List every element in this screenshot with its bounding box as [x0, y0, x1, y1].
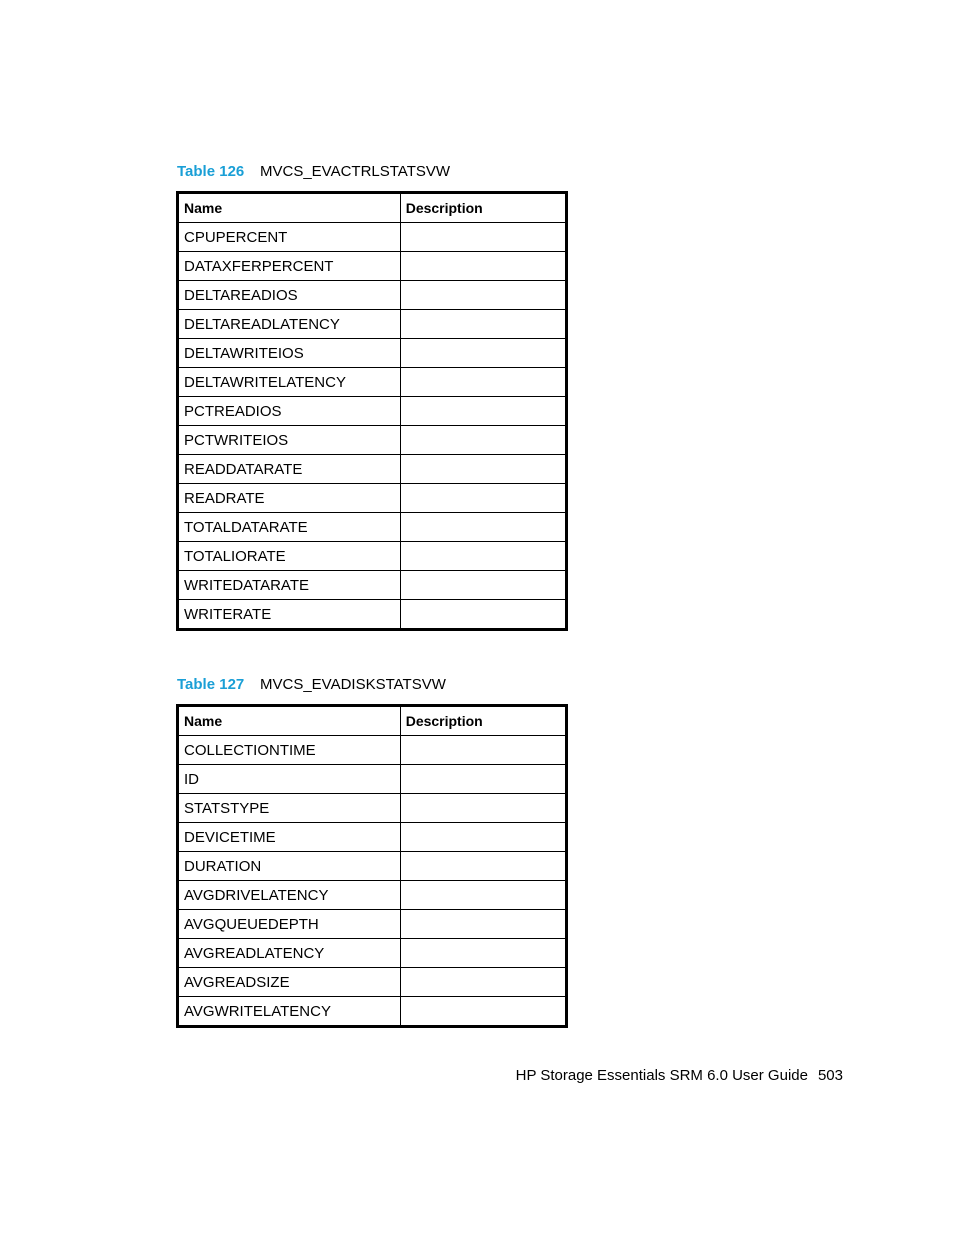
description-cell — [400, 852, 566, 881]
table-126-number: Table 126 — [177, 163, 245, 180]
table-header-row — [178, 193, 567, 223]
description-cell — [400, 736, 566, 765]
description-cell — [400, 426, 566, 455]
table-row — [178, 794, 567, 823]
field-name-cell: WRITERATE — [178, 600, 401, 630]
description-cell — [400, 368, 566, 397]
table-127-number: Table 127 — [177, 676, 245, 693]
field-name-cell: STATSTYPE — [178, 794, 401, 823]
table-row — [178, 542, 567, 571]
field-name-cell: AVGQUEUEDEPTH — [178, 910, 401, 939]
table-row — [178, 252, 567, 281]
table-row — [178, 968, 567, 997]
field-name-cell: DURATION — [178, 852, 401, 881]
table-126-body — [178, 223, 567, 630]
table-row — [178, 823, 567, 852]
field-name-cell: TOTALDATARATE — [178, 513, 401, 542]
page-number: 503 — [817, 1067, 843, 1084]
description-cell — [400, 310, 566, 339]
field-name-cell: AVGREADLATENCY — [178, 939, 401, 968]
field-name-cell: CPUPERCENT — [178, 223, 401, 252]
description-cell — [400, 823, 566, 852]
description-cell — [400, 281, 566, 310]
description-cell — [400, 939, 566, 968]
table-126-caption — [177, 163, 450, 181]
table-127-body — [178, 736, 567, 1027]
description-cell — [400, 881, 566, 910]
description-cell — [400, 997, 566, 1027]
table-row — [178, 455, 567, 484]
description-cell — [400, 968, 566, 997]
table-row — [178, 939, 567, 968]
description-cell — [400, 339, 566, 368]
field-name-cell: AVGREADSIZE — [178, 968, 401, 997]
table-127-caption — [177, 676, 446, 694]
table-126 — [176, 191, 568, 631]
description-cell — [400, 542, 566, 571]
description-cell — [400, 223, 566, 252]
table-row — [178, 281, 567, 310]
table-row — [178, 600, 567, 630]
table-row — [178, 765, 567, 794]
field-name-cell: AVGWRITELATENCY — [178, 997, 401, 1027]
table-row — [178, 426, 567, 455]
table-127-title: MVCS_EVADISKSTATSVW — [260, 676, 446, 693]
table-row — [178, 484, 567, 513]
table-row — [178, 513, 567, 542]
field-name-cell: PCTREADIOS — [178, 397, 401, 426]
field-name-cell: COLLECTIONTIME — [178, 736, 401, 765]
table-row — [178, 368, 567, 397]
description-cell — [400, 910, 566, 939]
field-name-cell: ID — [178, 765, 401, 794]
description-cell — [400, 794, 566, 823]
column-header-description: Description — [400, 193, 566, 223]
column-header-description: Description — [400, 706, 566, 736]
column-header-name: Name — [178, 706, 401, 736]
table-row — [178, 736, 567, 765]
table-row — [178, 223, 567, 252]
page-footer — [516, 1067, 843, 1084]
table-row — [178, 852, 567, 881]
description-cell — [400, 252, 566, 281]
field-name-cell: READRATE — [178, 484, 401, 513]
field-name-cell: DEVICETIME — [178, 823, 401, 852]
table-row — [178, 571, 567, 600]
description-cell — [400, 397, 566, 426]
field-name-cell: DELTAWRITELATENCY — [178, 368, 401, 397]
table-row — [178, 310, 567, 339]
description-cell — [400, 571, 566, 600]
field-name-cell: AVGDRIVELATENCY — [178, 881, 401, 910]
column-header-name: Name — [178, 193, 401, 223]
description-cell — [400, 765, 566, 794]
guide-title: HP Storage Essentials SRM 6.0 User Guide — [515, 1067, 808, 1084]
table-row — [178, 910, 567, 939]
table-127 — [176, 704, 568, 1028]
field-name-cell: DATAXFERPERCENT — [178, 252, 401, 281]
table-126-title: MVCS_EVACTRLSTATSVW — [260, 163, 451, 180]
table-row — [178, 397, 567, 426]
description-cell — [400, 600, 566, 630]
field-name-cell: WRITEDATARATE — [178, 571, 401, 600]
field-name-cell: PCTWRITEIOS — [178, 426, 401, 455]
table-row — [178, 881, 567, 910]
description-cell — [400, 455, 566, 484]
field-name-cell: TOTALIORATE — [178, 542, 401, 571]
field-name-cell: DELTAREADLATENCY — [178, 310, 401, 339]
field-name-cell: DELTAWRITEIOS — [178, 339, 401, 368]
description-cell — [400, 484, 566, 513]
field-name-cell: READDATARATE — [178, 455, 401, 484]
description-cell — [400, 513, 566, 542]
table-header-row — [178, 706, 567, 736]
table-row — [178, 339, 567, 368]
table-row — [178, 997, 567, 1027]
field-name-cell: DELTAREADIOS — [178, 281, 401, 310]
